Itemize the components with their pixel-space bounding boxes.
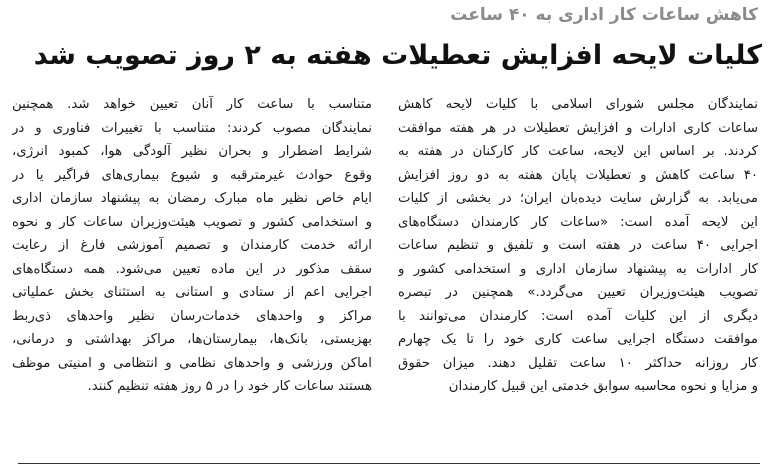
body-column-right (398, 93, 758, 453)
body-column-left (12, 93, 372, 453)
body-text-line: و مزایا و نحوه محاسبه سوابق خدمتی این قبیل کارمندان (448, 379, 758, 394)
body-text-line: کار روزانه حداکثر ۱۰ ساعت تقلیل دهند. میزان حقوق (398, 355, 758, 371)
article-kicker: کاهش ساعات کار اداری به ۴۰ ساعت (450, 5, 758, 25)
body-text-line: دیگری از این کلیات آمده است: کارمندان می‌توانند با (398, 308, 758, 324)
body-text-line: هستند ساعات کار خود را در ۵ روز هفته تنظیم کنند. (87, 379, 372, 394)
body-text-line: سقف مذکور در این ماده تعیین می‌شود. همه دستگاه‌های (12, 261, 372, 277)
body-text-line: وقوع حوادث غیرمترقبه و شیوع بیماری‌های فراگیر یا در (12, 167, 372, 183)
body-text-line: بهزیستی، بانک‌ها، بیمارستان‌ها، مراکز بهداشتی و درمانی، (12, 332, 372, 347)
body-text-line: کار ادارات به پیشنهاد سازمان اداری و استخدامی کشور و (398, 261, 758, 277)
body-text-line: کردند. بر اساس این لایحه، ساعت کار کارکنان در هفته به (398, 144, 758, 159)
body-text-line: شرایط اضطرار و بحران نظیر آلودگی هوا، کمبود انرژی، (12, 144, 372, 159)
body-text-line: ایام خاص نظیر ماه مبارک رمضان به پیشنهاد سازمان اداری (12, 191, 372, 206)
body-text-line: ساعات کاری ادارات و افزایش تعطیلات در هر هفته موافقت (398, 120, 758, 136)
body-text-line: مراکز و واحدهای خدمات‌رسان نظیر واحدهای ذی‌ربط (12, 308, 372, 324)
body-text-line: ۴۰ ساعت کاهش و تعطیلات پایان هفته به دو روز افزایش (398, 167, 758, 183)
body-text-line: نمایندگان مجلس شورای اسلامی با کلیات لایحه کاهش (398, 97, 758, 112)
body-text-line: اماکن ورزشی و واحدهای نظامی و انتظامی و امنیتی موظف (12, 355, 372, 371)
body-text-line: تصویب هیئت‌وزیران تعیین می‌گردد.» همچنین در تبصره (398, 285, 758, 300)
body-text-line: می‌یابد. به گزارش سایت دیده‌بان ایران؛ در بخشی از کلیات (398, 191, 758, 206)
body-text-line: اجرایی ۴۰ ساعت در هفته است و تلفیق و تنظیم ساعات (398, 238, 758, 253)
body-text-line: و استخدامی کشور و تصویب هیئت‌وزیران ساعات کار و نحوه (12, 214, 372, 230)
body-text-line: موافقت دستگاه اجرایی ساعت کاری خود را تا یک چهارم (398, 332, 758, 347)
article-headline: کلیات لایحه افزایش تعطیلات هفته به ۲ روز تصویب شد (33, 40, 762, 71)
body-text-line: اجرایی اعم از ستادی و استانی به استثنای بخش عملیاتی (12, 285, 372, 300)
body-text-line: این لایحه آمده است: «ساعات کار کارمندان دستگاه‌های (398, 214, 758, 230)
body-text-line: متناسب با ساعت کار آنان تعیین خواهد شد. همچنین (12, 97, 372, 112)
bottom-divider (18, 463, 760, 464)
body-text-line: نمایندگان مصوب کردند: متناسب با تغییرات فناوری و در (12, 120, 372, 136)
body-text-line: ارائه خدمت کارمندان و تصمیم آموزشی فارغ از رعایت (12, 238, 372, 253)
article-body (12, 93, 758, 453)
